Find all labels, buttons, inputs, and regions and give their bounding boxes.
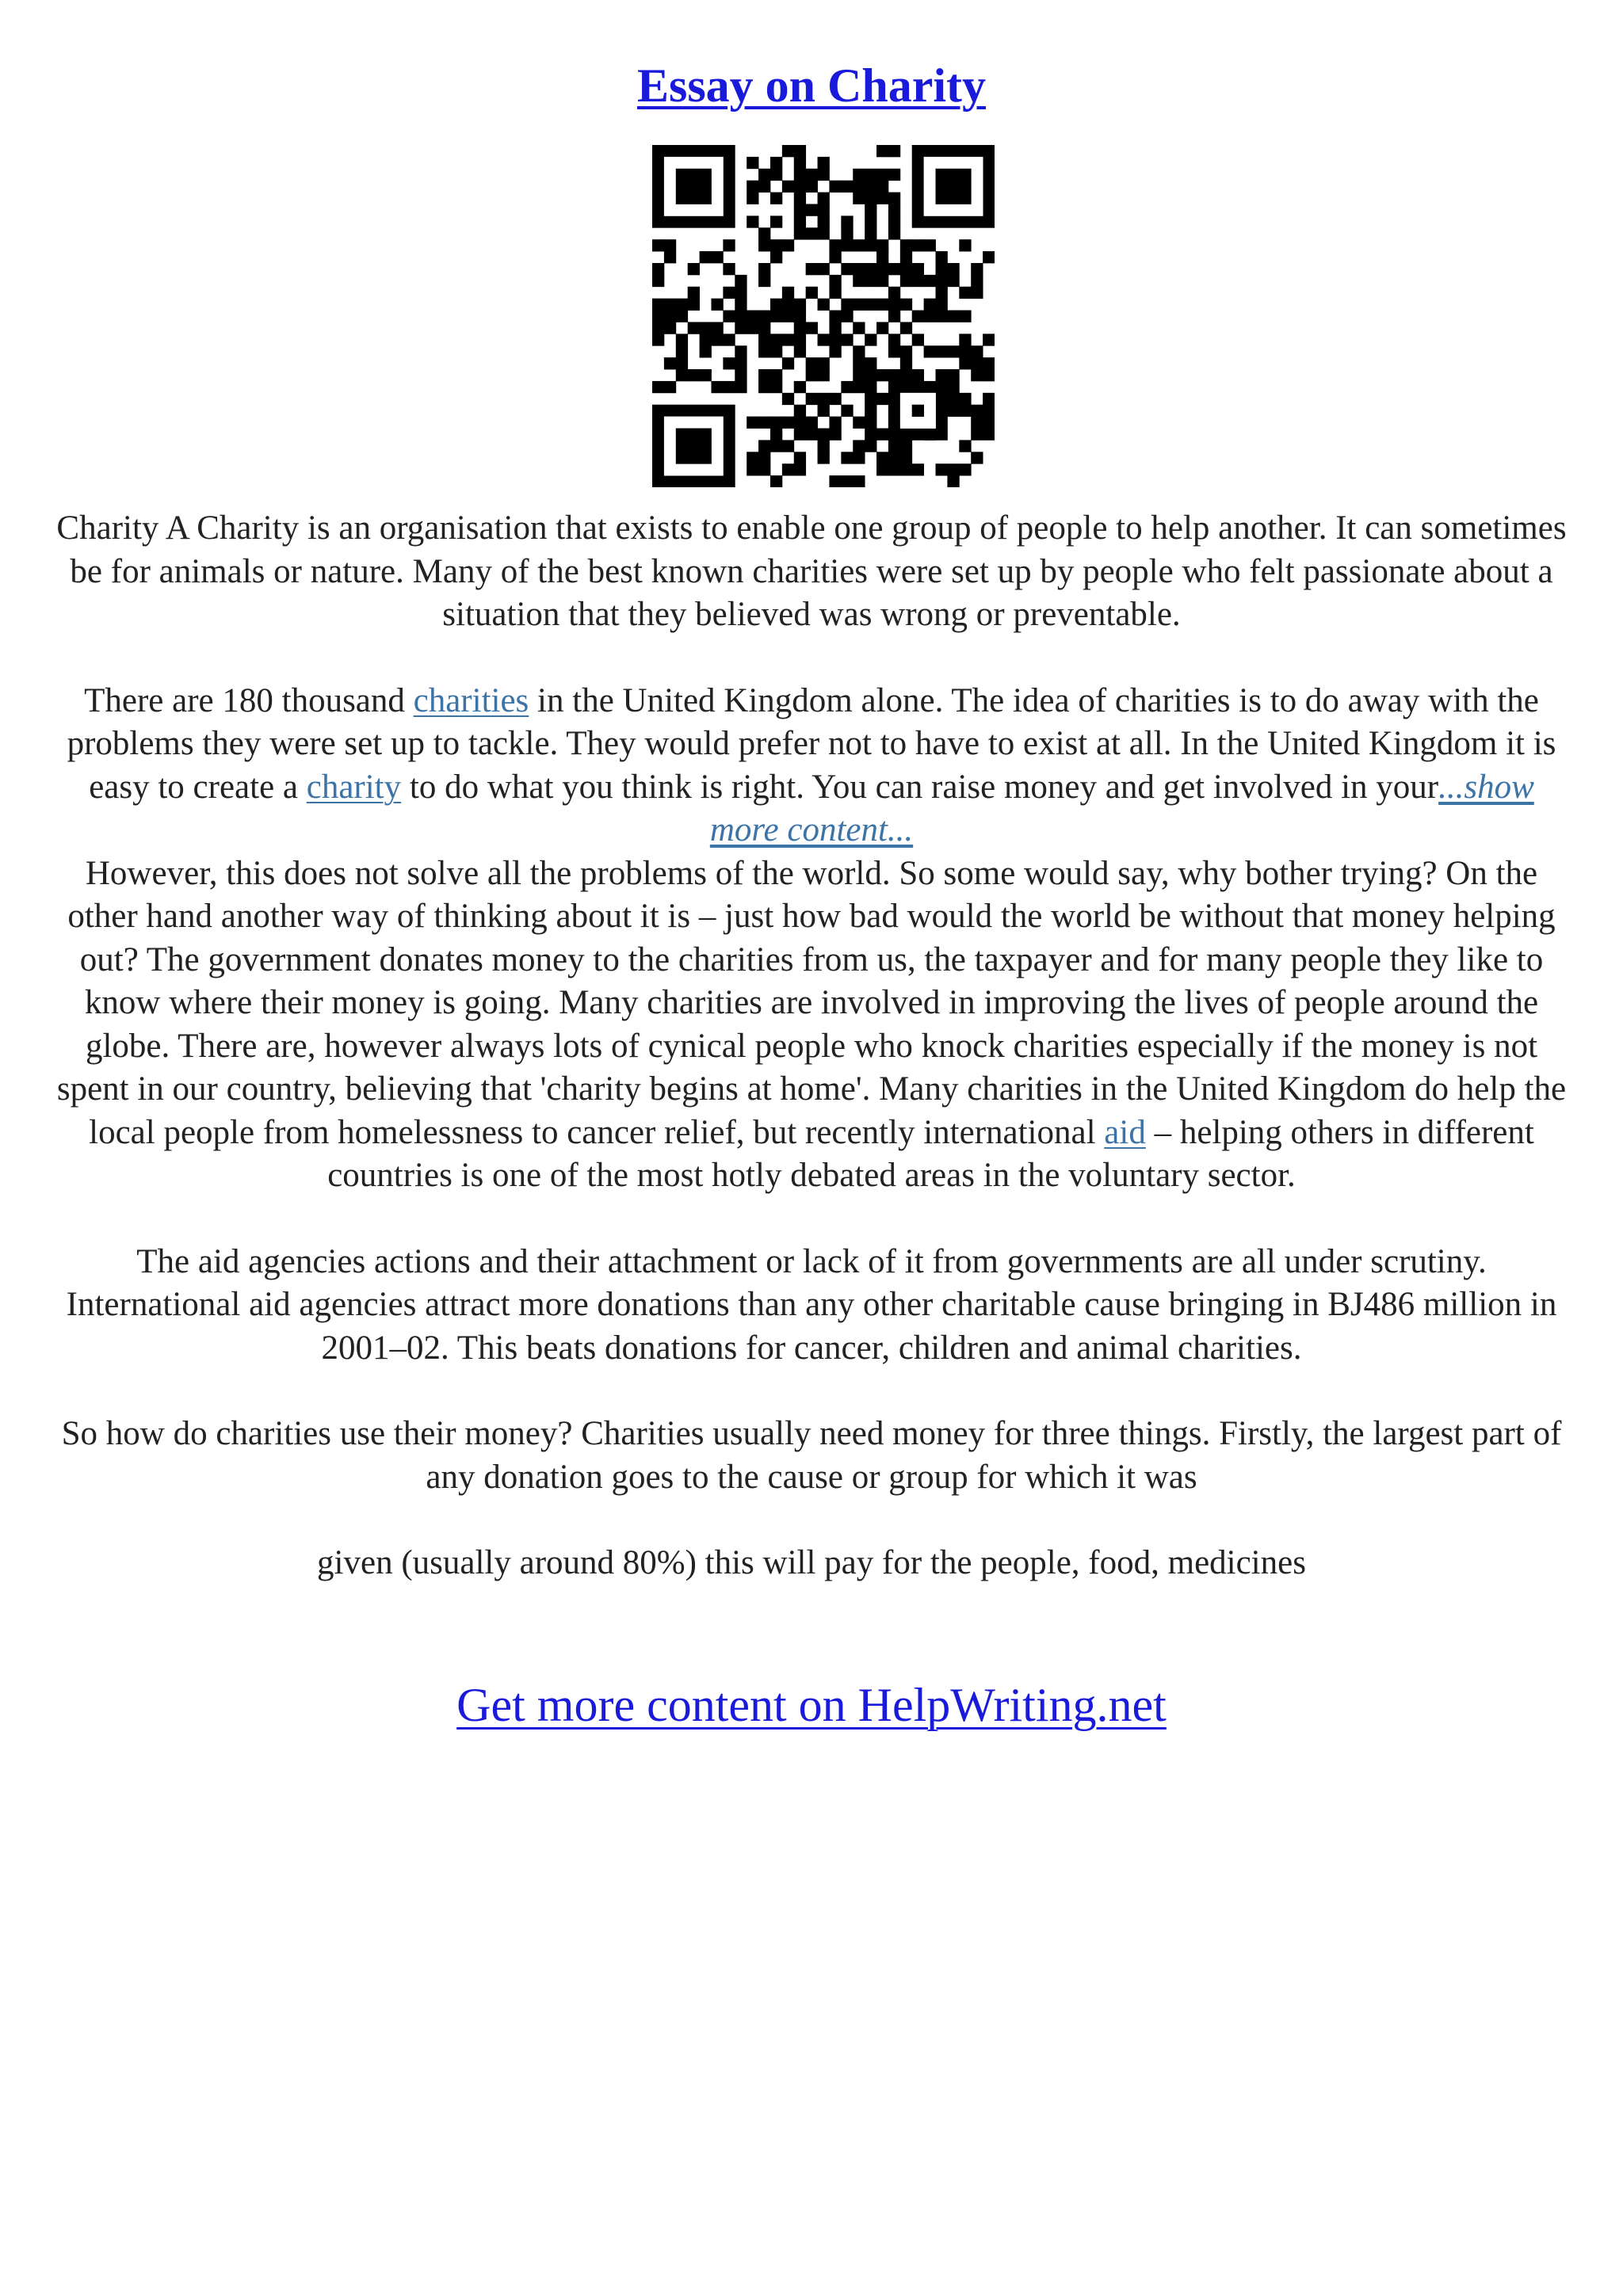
link-aid[interactable]: aid [1104,1113,1146,1151]
paragraph-text: to do what you think is right. You can raise money and get involved in your [401,768,1439,806]
paragraph-aid-agencies: The aid agencies actions and their attachment or lack of it from governments are all under scrutiny. International aid agencies attract more donations than any other charitable cause bringing in BJ486 million in 2001–02. This beats donations for cancer, children and animal charities. [66,1242,1557,1367]
qr-code-graphic [652,145,995,487]
paragraph-text: in the United Kingdom alone. The idea of charities is to do away with the problems they were set up to tackle. They would prefer not to have to exist at all. In the United Kingdom it is easy to create a [67,681,1556,806]
get-more-content-link[interactable]: Get more content on HelpWriting.net [456,1679,1167,1731]
essay-body [55,507,1568,1585]
page-title[interactable]: Essay on Charity [636,59,987,112]
paragraph-text: – helping others in different countries is one of the most hotly debated areas in the voluntary sector. [327,1113,1534,1194]
paragraph-charities-count [55,680,1568,852]
show-more-link[interactable]: ...show more content... [709,768,1534,849]
paragraph-intro: Charity A Charity is an organisation that exists to enable one group of people to help another. It can sometimes be for animals or nature. Many of the best known charities were set up by people who felt passionate about a situation that they believed was wrong or preventable. [56,509,1567,633]
paragraph-text: There are 180 thousand [84,681,414,719]
paragraph-however [55,852,1568,1198]
paragraph-given: given (usually around 80%) this will pay for the people, food, medicines [317,1544,1306,1581]
link-charities[interactable]: charities [413,681,529,719]
paragraph-text: However, this does not solve all the problems of the world. So some would say, why bother trying? On the other hand another way of thinking about it is – just how bad would the world be without that money helping out? The government donates money to the charities from us, the taxpayer and for many people they like to know where their money is going. Many charities are involved in improving the lives of people around the globe. There are, however always lots of cynical people who knock charities especially if the money is not spent in our country, believing that 'charity begins at home'. Many charities in the United Kingdom do help the local people from homelessness to cancer relief, but recently international [56,854,1567,1151]
paragraph-money-use: So how do charities use their money? Charities usually need money for three things. Firstly, the largest part of any donation goes to the cause or group for which it was [61,1415,1562,1496]
link-charity[interactable]: charity [306,768,402,806]
qr-code-icon [652,145,995,487]
